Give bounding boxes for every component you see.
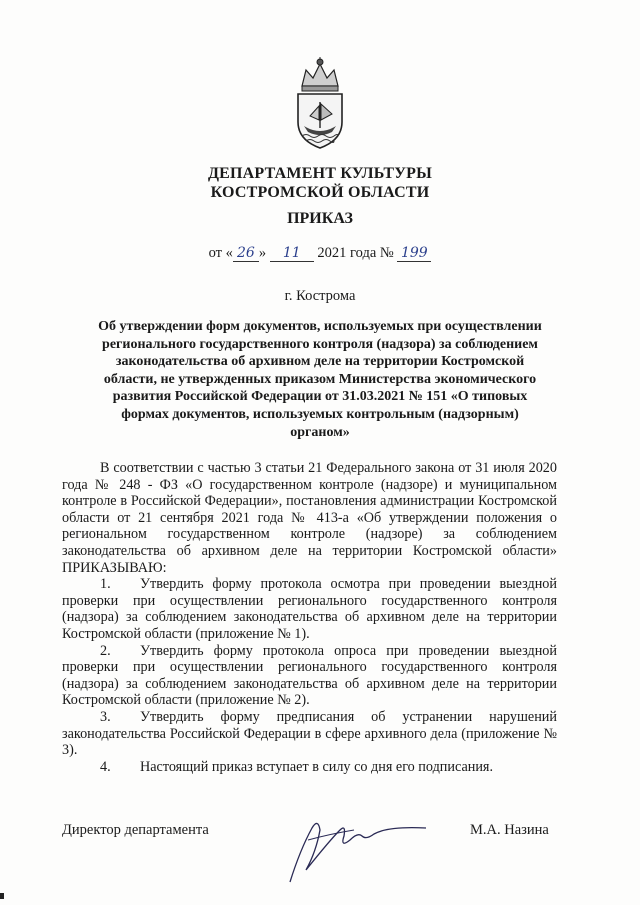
- title-line: формах документов, используемых контрольным (надзорным): [121, 406, 519, 422]
- org-line-2: КОСТРОМСКОЙ ОБЛАСТИ: [210, 184, 430, 201]
- date-year-text: 2021 года №: [317, 245, 394, 261]
- scan-edge-mark: [0, 893, 4, 899]
- order-date-line: [0, 245, 640, 262]
- signatory-name: М.А. Назина: [470, 822, 549, 838]
- document-type: ПРИКАЗ: [287, 210, 353, 227]
- city: г. Кострома: [284, 288, 356, 304]
- item-number: 3.: [100, 708, 111, 725]
- date-mid: »: [258, 245, 267, 261]
- handwritten-month: 11: [270, 245, 314, 262]
- order-body: [62, 460, 557, 775]
- date-prefix: от «: [208, 245, 233, 261]
- order-title: [78, 318, 562, 441]
- title-line: области, не утвержденных приказом Министерства экономического: [103, 371, 537, 387]
- item-number: 4.: [100, 758, 111, 775]
- item-text: Утвердить форму протокола осмотра при проведении выездной проверки при осуществлении регионального государственного контроля (надзора) за соблюдением законодательства об архивном деле на территории Костромской области (приложение № 1).: [62, 576, 557, 642]
- order-item-2: [62, 643, 557, 709]
- signatory-position: Директор департамента: [62, 822, 209, 838]
- organization-name: [0, 164, 640, 202]
- handwritten-day: 26: [233, 245, 259, 262]
- title-line: регионального государственного контроля (надзора) за соблюдением: [102, 336, 538, 352]
- item-text: Утвердить форму протокола опроса при проведении выездной проверки при осуществлении регионального государственного контроля (надзора) за соблюдением законодательства об архивном деле на территории Костромской области (приложение № 2).: [62, 642, 557, 709]
- kostroma-coat-of-arms-icon: [288, 56, 352, 152]
- item-number: 2.: [100, 642, 111, 659]
- item-text: Утвердить форму предписания об устранении нарушений законодательства Российской Федерации в сфере архивного дела (приложение № 3).: [62, 708, 557, 759]
- org-line-1: ДЕПАРТАМЕНТ КУЛЬТУРЫ: [207, 165, 433, 182]
- title-line: органом»: [290, 424, 350, 440]
- title-line: развития Российской Федерации от 31.03.2021 № 151 «О типовых: [112, 389, 528, 405]
- order-item-1: [62, 576, 557, 642]
- order-item-4: [62, 759, 557, 776]
- title-line: Об утверждении форм документов, используемых при осуществлении: [98, 319, 542, 334]
- title-line: законодательства об архивном деле на территории Костромской: [115, 354, 525, 370]
- handwritten-signature: [270, 800, 430, 890]
- item-text: Настоящий приказ вступает в силу со дня его подписания.: [140, 758, 494, 775]
- handwritten-order-number: 199: [397, 245, 431, 262]
- item-number: 1.: [100, 576, 111, 593]
- preamble-paragraph: В соответствии с частью 3 статьи 21 Федерального закона от 31 июля 2020 года № 248 - ФЗ «О государственном контроле (надзоре) и муниципальном контроле в Российской Федерации», постановления администрации Костромской области от 21 сентября 2021 года № 413-а «Об утверждении положения о региональном государственном контроле (надзоре) за соблюдением законодательства об архивном деле на территории Костромской области» ПРИКАЗЫВАЮ:: [62, 460, 557, 576]
- order-item-3: [62, 709, 557, 759]
